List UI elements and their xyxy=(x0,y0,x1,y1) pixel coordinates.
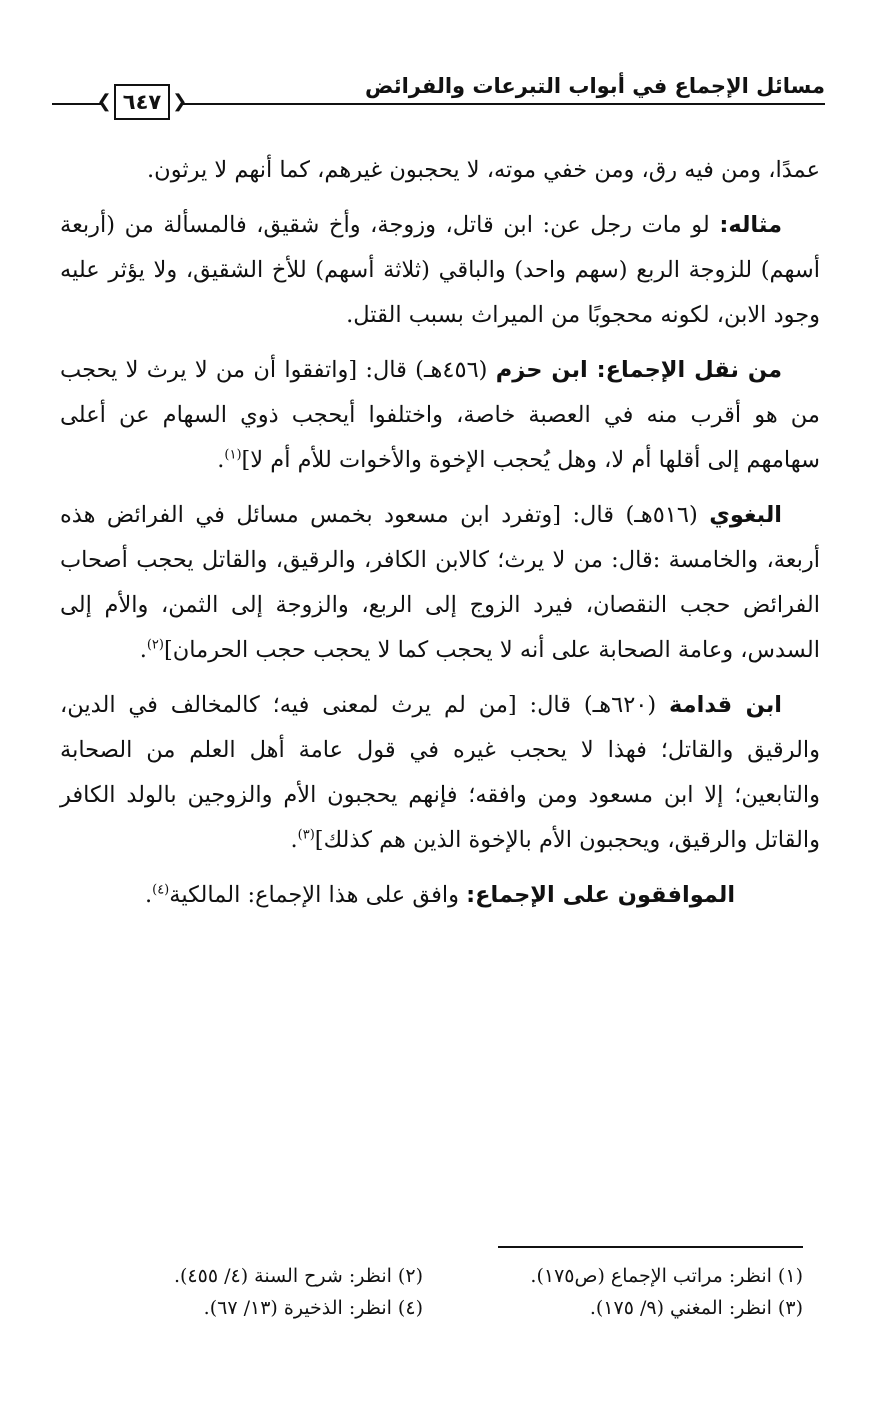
paragraph-end: . xyxy=(144,882,153,908)
footnote-ref: (٤) xyxy=(152,882,170,898)
paragraph-body: (٦٢٠هـ) قال: [من لم يرث لمعنى فيه؛ كالمخالف في الدين، والرقيق والقاتل؛ فهذا لا يحجب غيره في قول عامة أهل العلم من الصحابة والتابعين؛ إلا ابن مسعود ومن وافقه؛ فإنهم يحجبون الأم والزوجين بالولد الكافر والقاتل والرقيق، ويحجبون الأم بالإخوة الذين هم كذلك] xyxy=(60,692,820,853)
paragraph-lead: الموافقون على الإجماع: xyxy=(466,882,736,908)
footnotes xyxy=(63,1260,803,1324)
page-number-badge xyxy=(96,82,188,122)
paragraph-body: وافق على هذا الإجماع: المالكية xyxy=(169,882,467,908)
footnote-1: (١) انظر: مراتب الإجماع (ص١٧٥). xyxy=(530,1265,803,1287)
paragraph-end: . xyxy=(290,827,298,853)
paragraph-lead: من نقل الإجماع: ابن حزم xyxy=(495,357,782,383)
running-header-title: مسائل الإجماع في أبواب التبرعات والفرائض xyxy=(365,74,825,98)
paragraph-ibn-hazm xyxy=(60,348,820,483)
ornament-left-icon: ❯ xyxy=(96,91,112,112)
paragraph-agreement xyxy=(60,873,820,918)
paragraph-end: . xyxy=(139,637,147,663)
paragraph-lead: البغوي xyxy=(709,502,782,528)
footnote-row xyxy=(63,1260,803,1292)
footnote-3: (٣) انظر: المغني (٩/ ١٧٥). xyxy=(589,1297,803,1319)
main-text xyxy=(60,148,820,928)
footnote-2: (٢) انظر: شرح السنة (٤/ ٤٥٥). xyxy=(173,1265,423,1287)
paragraph-body: (٥١٦هـ) قال: [وتفرد ابن مسعود بخمس مسائل في الفرائض هذه أربعة، والخامسة :قال: من لا يرث؛ كالابن الكافر، والرقيق، والقاتل يحجب أصحاب الفرائض حجب النقصان، فيرد الزوج إلى الربع، والزوجة إلى الثمن، والأم إلى السدس، وعامة الصحابة على أنه لا يحجب كما لا يحجب حجب الحرمان] xyxy=(60,502,820,663)
paragraph-ibn-qudama xyxy=(60,683,820,863)
paragraph-baghawi xyxy=(60,493,820,673)
footnote-4: (٤) انظر: الذخيرة (١٣/ ٦٧). xyxy=(203,1297,423,1319)
paragraph-continuation: عمدًا، ومن فيه رق، ومن خفي موته، لا يحجبون غيرهم، كما أنهم لا يرثون. xyxy=(147,157,820,183)
paragraph-body: (٤٥٦هـ) قال: [واتفقوا أن من لا يرث لا يحجب من هو أقرب منه في العصبة خاصة، واختلفوا أيحجب ذوي السهام عن أعلى سهامهم إلى أقلها أم لا، وهل يُحجب الإخوة والأخوات للأم أم لا] xyxy=(60,357,820,473)
paragraph-body: لو مات رجل عن: ابن قاتل، وزوجة، وأخ شقيق، فالمسألة من (أربعة أسهم) للزوجة الربع (سهم واحد) والباقي (ثلاثة أسهم) للأخ الشقيق، ولا يؤثر عليه وجود الابن، لكونه محجوبًا من الميراث بسبب القتل. xyxy=(60,212,820,328)
footnote-ref: (٢) xyxy=(146,637,164,653)
paragraph-end: . xyxy=(217,447,225,473)
footnote-ref: (١) xyxy=(224,447,242,463)
ornament-right-icon: ❮ xyxy=(172,91,188,112)
footnote-ref: (٣) xyxy=(297,827,315,843)
footnote-row xyxy=(63,1292,803,1324)
page-number: ٦٤٧ xyxy=(114,84,170,120)
paragraph-lead: مثاله: xyxy=(719,212,782,238)
paragraph-example xyxy=(60,203,820,338)
paragraph-lead: ابن قدامة xyxy=(669,692,782,718)
footnote-rule xyxy=(498,1246,803,1248)
